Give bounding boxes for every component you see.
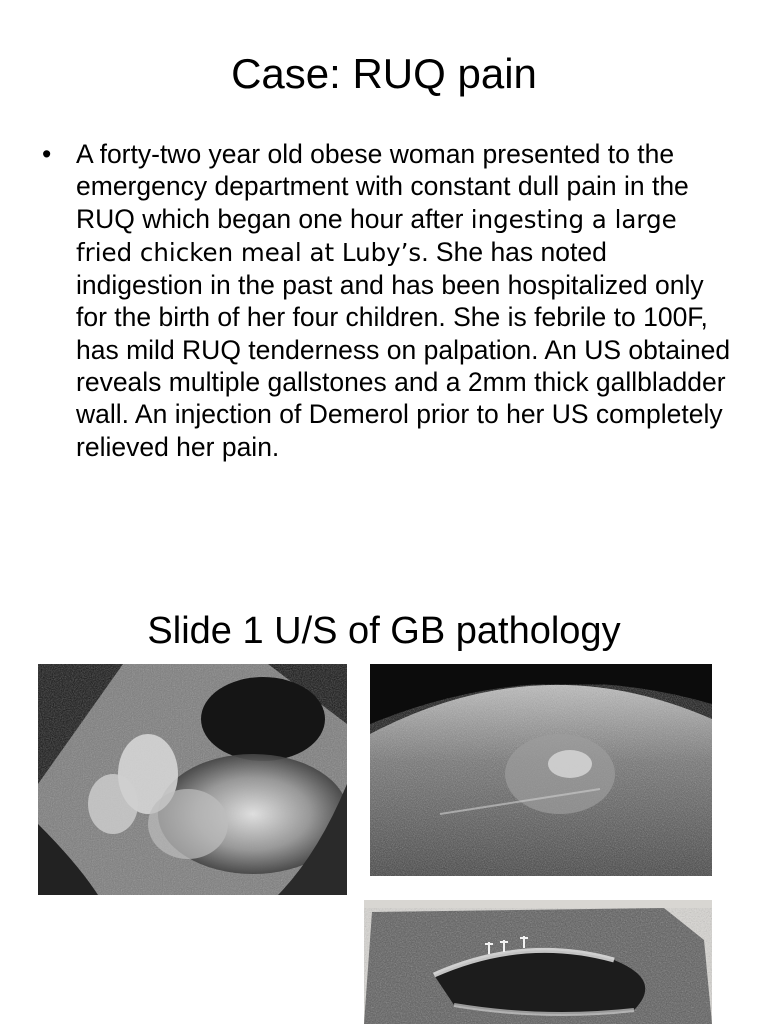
ultrasound-image-1-graphic bbox=[38, 664, 347, 895]
bullet-marker: • bbox=[42, 139, 52, 169]
case-text-part-2: ingesting a large fried chicken meal at Luby’s bbox=[76, 204, 677, 267]
slide-title: Case: RUQ pain bbox=[231, 50, 537, 97]
ultrasound-image-3 bbox=[364, 900, 712, 1024]
case-text-part-1: A forty-two year old obese woman presented to the emergency department with constant dull pain in the RUQ which began one hour after bbox=[76, 139, 689, 234]
ultrasound-image-1 bbox=[38, 664, 347, 895]
slide-subtitle: Slide 1 U/S of GB pathology bbox=[147, 610, 621, 652]
case-text bbox=[76, 138, 732, 463]
case-text-part-3: . She has noted indigestion in the past and has been hospitalized only for the birth of her four children. She is febrile to 100F, has mild RUQ tenderness on palpation. An US obtained reveals multiple gallstones and a 2mm thick gallbladder wall. An injection of Demerol prior to her US completely relieved her pain. bbox=[76, 236, 731, 462]
ultrasound-image-2 bbox=[370, 664, 712, 876]
ultrasound-image-2-graphic bbox=[370, 664, 712, 876]
case-description bbox=[42, 138, 732, 463]
ultrasound-image-3-graphic bbox=[364, 900, 712, 1024]
